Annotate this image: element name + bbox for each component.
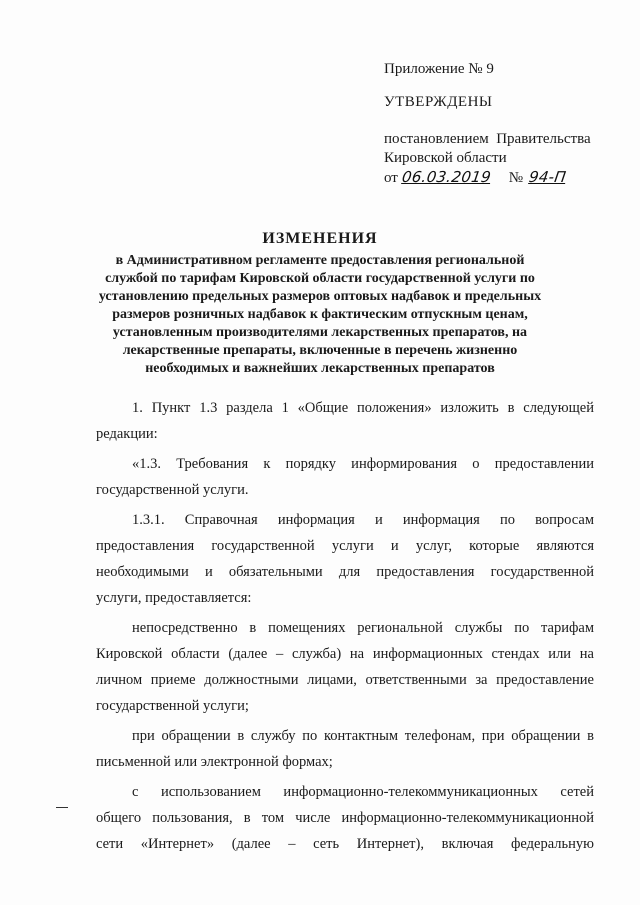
decree-line-2: Кировской области [384, 150, 507, 166]
paragraph-3-line: предоставления государственной услуги и услуг, которые являются [96, 538, 594, 554]
document-body [96, 395, 594, 857]
paragraph-6-line: с использованием информационно-телекоммуникационных сетей [132, 784, 594, 800]
subtitle-line: размеров розничных надбавок к фактическим отпускным ценам, [112, 307, 528, 322]
document-heading [90, 230, 550, 378]
paragraph-1-line: 1. Пункт 1.3 раздела 1 «Общие положения» изложить в следующей [132, 400, 594, 416]
margin-dash-mark [56, 807, 68, 808]
paragraph-4-line: государственной услуги; [96, 698, 249, 714]
paragraph-2-line: государственной услуги. [96, 482, 249, 498]
paragraph-5-line: при обращении в службу по контактным телефонам, при обращении в [132, 728, 594, 744]
appendix-label: Приложение № 9 [384, 61, 494, 77]
handwritten-number: 94-П [527, 168, 568, 186]
paragraph-4-line: Кировской области (далее – служба) на информационных стендах или на [96, 646, 594, 662]
paragraph-2-line: «1.3. Требования к порядку информирования о предоставлении [132, 456, 594, 472]
paragraph-4-line: непосредственно в помещениях региональной службы по тарифам [132, 620, 594, 636]
paragraph-1-line: редакции: [96, 426, 158, 442]
paragraph-6-line: сети «Интернет» (далее – сеть Интернет), включая федеральную [96, 836, 594, 852]
decree-line-1: постановлением Правительства [384, 131, 591, 147]
paragraph-3-line: необходимыми и обязательными для предоставления государственной [96, 564, 594, 580]
subtitle-line: необходимых и важнейших лекарственных препаратов [145, 361, 495, 376]
approval-stamp-block [384, 60, 624, 188]
paragraph-3-line: услуги, предоставляется: [96, 590, 252, 606]
subtitle-line: службой по тарифам Кировской области государственной услуги по [105, 271, 535, 286]
subtitle-line: установлению предельных размеров оптовых надбавок и предельных [98, 289, 542, 304]
number-label: № [508, 170, 524, 186]
handwritten-date: 06.03.2019 [400, 168, 493, 186]
subtitle-line: в Административном регламенте предоставления региональной [115, 253, 525, 268]
subtitle-line: установленным производителями лекарственных препаратов, на [112, 325, 528, 340]
paragraph-5-line: письменной или электронной формах; [96, 754, 333, 770]
decree-date-line [384, 168, 624, 188]
date-prefix: от [384, 170, 398, 186]
document-subtitle [90, 252, 550, 378]
subtitle-line: лекарственные препараты, включенные в перечень жизненно [122, 343, 518, 358]
document-title: ИЗМЕНЕНИЯ [262, 230, 378, 247]
paragraph-3-line: 1.3.1. Справочная информация и информация по вопросам [132, 512, 594, 528]
paragraph-4-line: личном приеме должностными лицами, ответственными за предоставление [96, 672, 594, 688]
approved-label: УТВЕРЖДЕНЫ [384, 94, 493, 110]
paragraph-6-line: общего пользования, в том числе информационно-телекоммуникационной [96, 810, 594, 826]
